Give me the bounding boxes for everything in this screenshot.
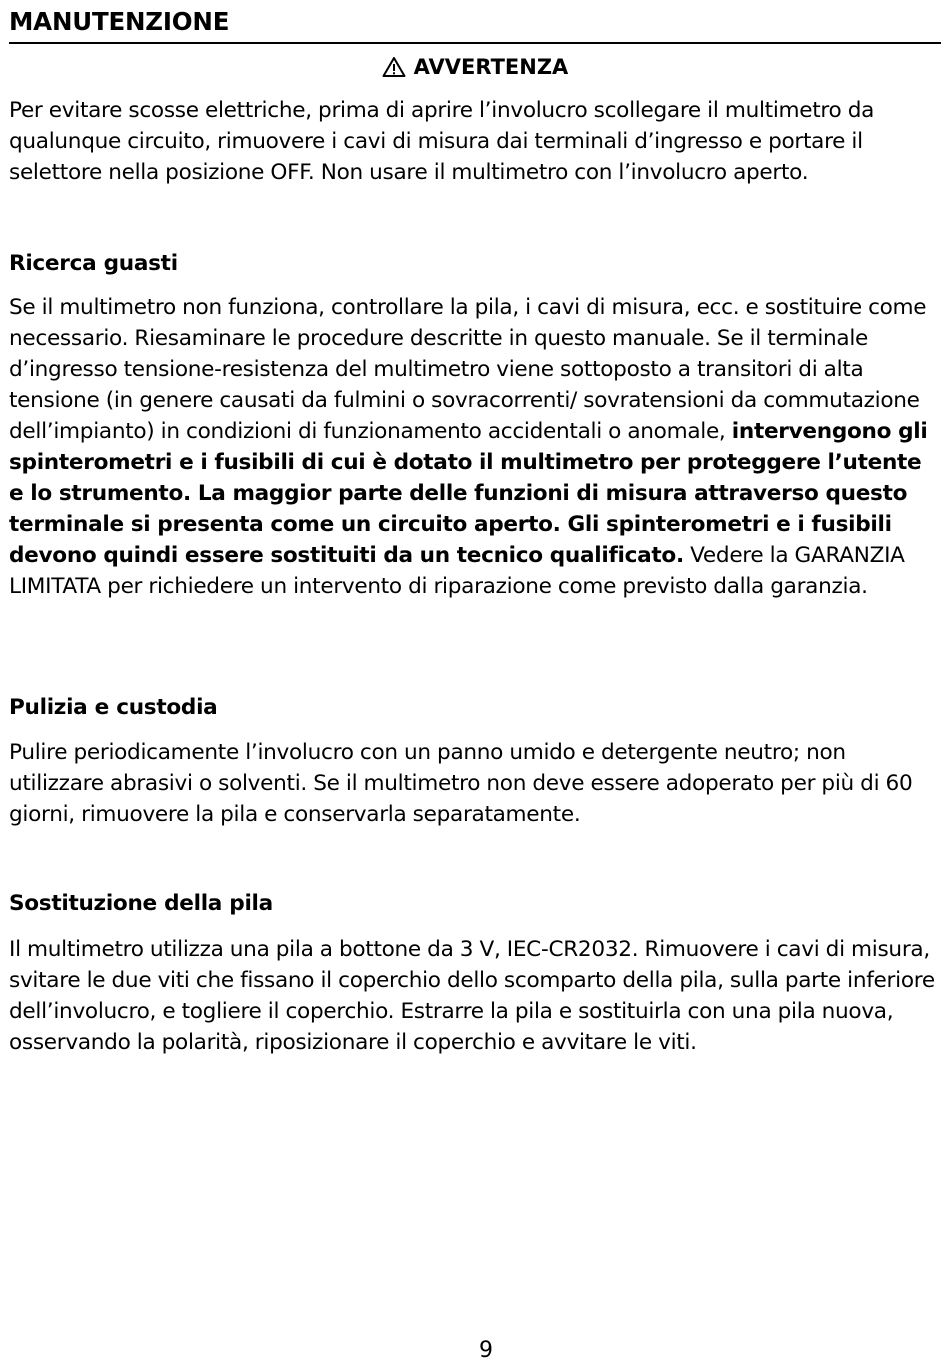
troubleshooting-text-bold: intervengono gli spinterometri e i fusibili di cui è dotato il multimetro per proteggere l’utente e lo strumento. La maggior parte delle funzioni di misura attraverso questo terminale si presenta come un circuito aperto. Gli spinterometri e i fusibili devono quindi essere sostituiti da un tecnico qualificato.: [9, 419, 928, 568]
warning-label: AVVERTENZA: [413, 55, 569, 79]
page-number: 9: [479, 1338, 493, 1363]
troubleshooting-text-outro: Vedere la GARANZIA LIMITATA per richiedere un intervento di riparazione come previsto dalla garanzia.: [9, 543, 905, 599]
troubleshooting-text-intro: Se il multimetro non funziona, controllare la pila, i cavi di misura, ecc. e sostituire come necessario. Riesaminare le procedure descritte in questo manuale. Se il terminale d’ingresso tensione-resistenza del multimetro viene sottoposto a transitori di alta tensione (in genere causati da fulmini o sovracorrenti/ sovratensioni da commutazione dell’impianto) in condizioni di funzionamento accidentali o anomale,: [9, 295, 927, 444]
troubleshooting-text: [9, 292, 941, 602]
warning-triangle-icon: [382, 56, 406, 85]
title-rule: [9, 42, 941, 44]
warning-text: Per evitare scosse elettriche, prima di aprire l’involucro scollegare il multimetro da qualunque circuito, rimuovere i cavi di misura dai terminali d’ingresso e portare il selettore nella posizione OFF. Non usare il multimetro con l’involucro aperto.: [9, 98, 875, 185]
warning-heading: [9, 53, 941, 85]
battery-heading: Sostituzione della pila: [9, 891, 273, 916]
troubleshooting-heading: Ricerca guasti: [9, 251, 178, 276]
section-title: MANUTENZIONE: [9, 7, 230, 36]
battery-text: Il multimetro utilizza una pila a bottone da 3 V, IEC-CR2032. Rimuovere i cavi di misura, svitare le due viti che fissano il coperchio dello scomparto della pila, sulla parte inferiore dell’involucro, e togliere il coperchio. Estrarre la pila e sostituirla con una pila nuova, osservando la polarità, riposizionare il coperchio e avvitare le viti.: [9, 937, 935, 1055]
cleaning-text: Pulire periodicamente l’involucro con un panno umido e detergente neutro; non utilizzare abrasivi o solventi. Se il multimetro non deve essere adoperato per più di 60 giorni, rimuovere la pila e conservarla separatamente.: [9, 740, 913, 827]
cleaning-heading: Pulizia e custodia: [9, 695, 218, 720]
